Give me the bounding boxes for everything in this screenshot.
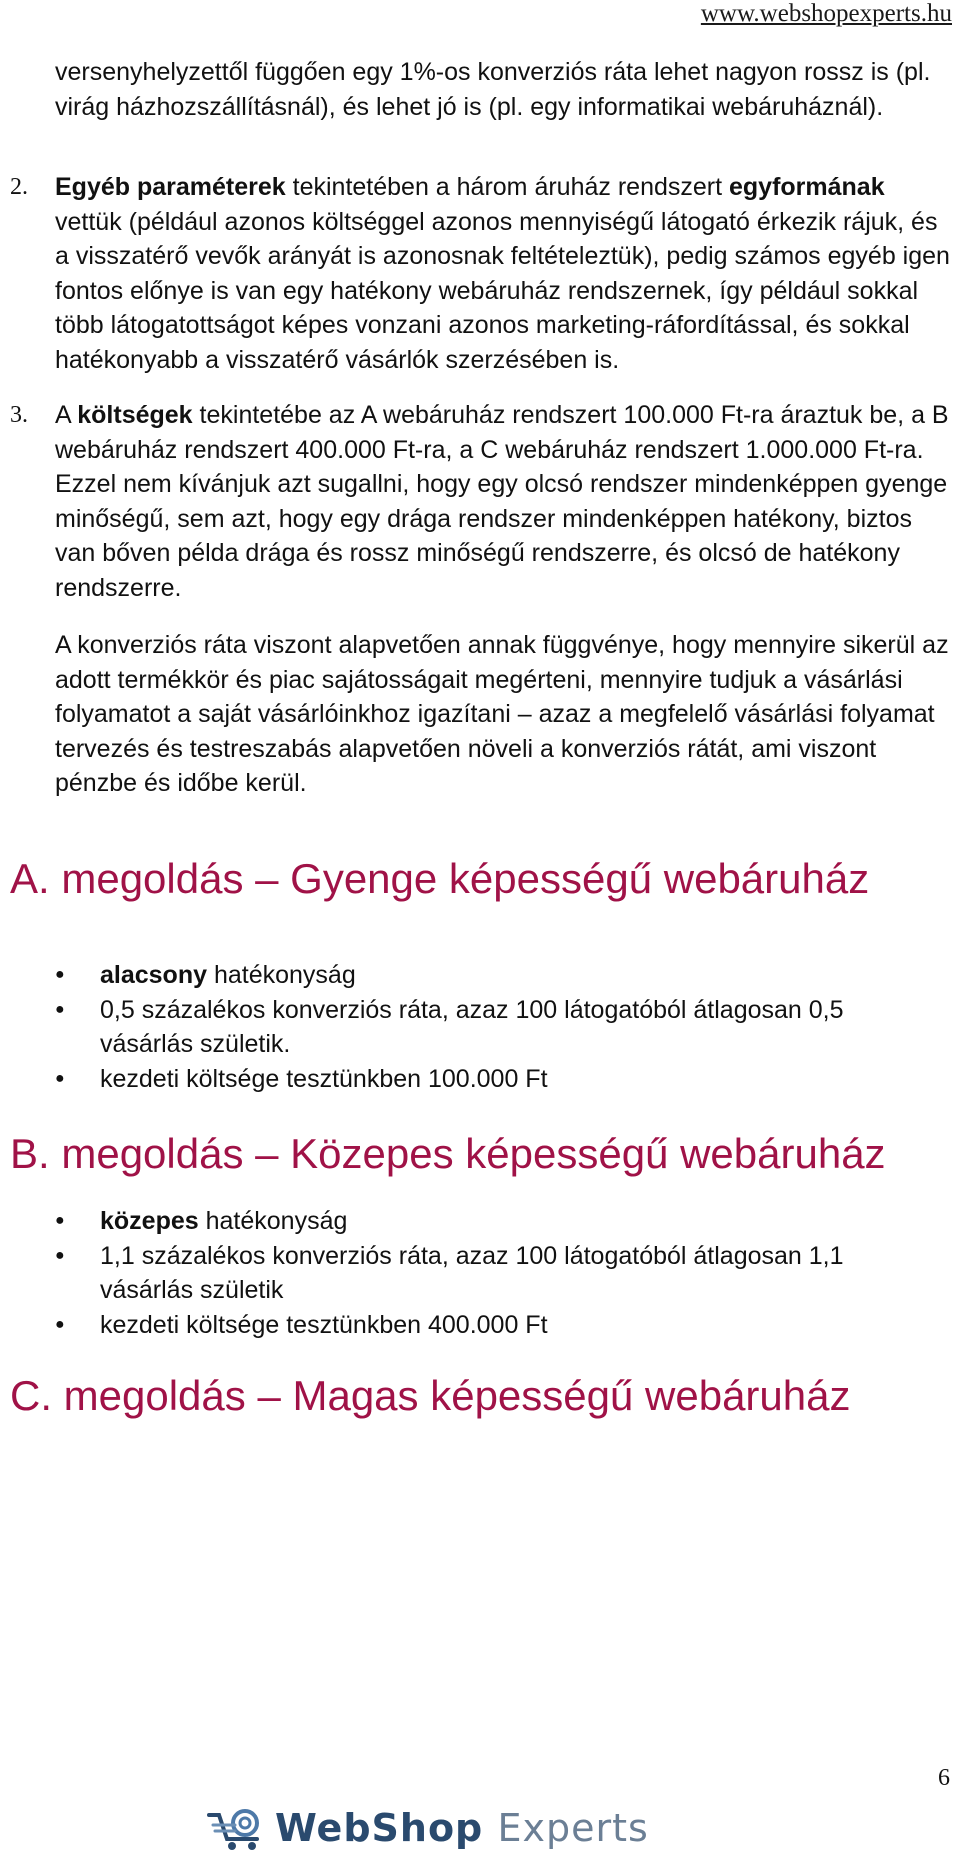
list-item: ● 0,5 százalékos konverziós ráta, azaz 100 látogatóból átlagosan 0,5 vásárlás születik.	[55, 993, 935, 1062]
list-item: ● kezdeti költsége tesztünkben 400.000 Ft	[55, 1308, 935, 1343]
section-b-heading: B. megoldás – Közepes képességű webáruház	[10, 1130, 886, 1177]
section-c-heading: C. megoldás – Magas képességű webáruház	[10, 1372, 851, 1419]
list-item: ● kezdeti költsége tesztünkben 100.000 Ft	[55, 1062, 935, 1097]
cart-at-icon	[205, 1803, 275, 1853]
point-2-bold-term-2: egyformának	[729, 173, 885, 201]
section-b-bullet-1-text: hatékonyság	[198, 1207, 348, 1235]
section-b-bold-term: közepes	[100, 1207, 199, 1235]
section-a-bullet-1-text: hatékonyság	[207, 961, 356, 989]
list-item	[55, 1204, 935, 1239]
conversion-paragraph: A konverziós ráta viszont alapvetően annak függvénye, hogy mennyire sikerül az adott termékkör és piac sajátosságait megérteni, mennyire tudjuk a vásárlási folyamatot a saját vásárlóinkhoz igazítani – azaz a megfelelő vásárlási folyamat tervezés és testreszabás alapvetően növeli a konverziós rátát, ami viszont pénzbe és időbe kerül.	[55, 631, 949, 797]
list-number-2: 2.	[10, 174, 28, 200]
list-number-3: 3.	[10, 402, 28, 428]
page-number: 6	[938, 1765, 950, 1791]
header-site-link[interactable]: www.webshopexperts.hu	[700, 0, 952, 27]
section-b-list	[55, 1204, 935, 1342]
section-a-list	[55, 958, 935, 1096]
list-item: ● 1,1 százalékos konverziós ráta, azaz 100 látogatóból átlagosan 1,1 vásárlás születik	[55, 1239, 935, 1308]
list-item	[55, 958, 935, 993]
logo-text-webshop: WebShop	[275, 1806, 484, 1850]
point-2-text-1: tekintetében a három áruház rendszert	[285, 173, 729, 201]
point-2-bold-term: Egyéb paraméterek	[55, 173, 286, 201]
point-3-paragraph	[55, 398, 955, 605]
point-3-text: tekintetébe az A webáruház rendszert 100.000 Ft-ra áraztuk be, a B webáruház rendszert 400.000 Ft-ra, a C webáruház rendszert 1.000.000 Ft-ra. Ezzel nem kívánjuk azt sugallni, hogy egy olcsó rendszer mindenképpen gyenge minőségű, sem azt, hogy egy drága rendszer mindenképpen hatékony, biztos van bőven példa drága és rossz minőségű rendszerre, és olcsó de hatékony rendszerre.	[55, 401, 949, 602]
point-2-paragraph	[55, 170, 955, 377]
webshop-experts-logo	[205, 1800, 649, 1856]
logo-wordmark	[275, 1806, 649, 1850]
section-a-bold-term: alacsony	[100, 961, 208, 989]
point-3-prefix: A	[55, 401, 78, 429]
intro-paragraph: versenyhelyzettől függően egy 1%-os konverziós ráta lehet nagyon rossz is (pl. virág házhozszállításnál), és lehet jó is (pl. egy informatikai webáruháznál).	[55, 58, 931, 121]
section-a-heading: A. megoldás – Gyenge képességű webáruház	[10, 855, 870, 902]
logo-text-experts: Experts	[497, 1806, 649, 1850]
point-2-text-2: vettük (például azonos költséggel azonos mennyiségű látogató érkezik rájuk, és a visszatérő vevők arányát is azonosnak feltételeztük), pedig számos egyéb igen fontos előnye is van egy hatékony webáruház rendszernek, így például sokkal több látogatottságot képes vonzani azonos marketing-ráfordítással, és sokkal hatékonyabb a visszatérő vásárlók szerzésében is.	[55, 207, 950, 374]
point-3-bold-term: költségek	[77, 401, 193, 429]
